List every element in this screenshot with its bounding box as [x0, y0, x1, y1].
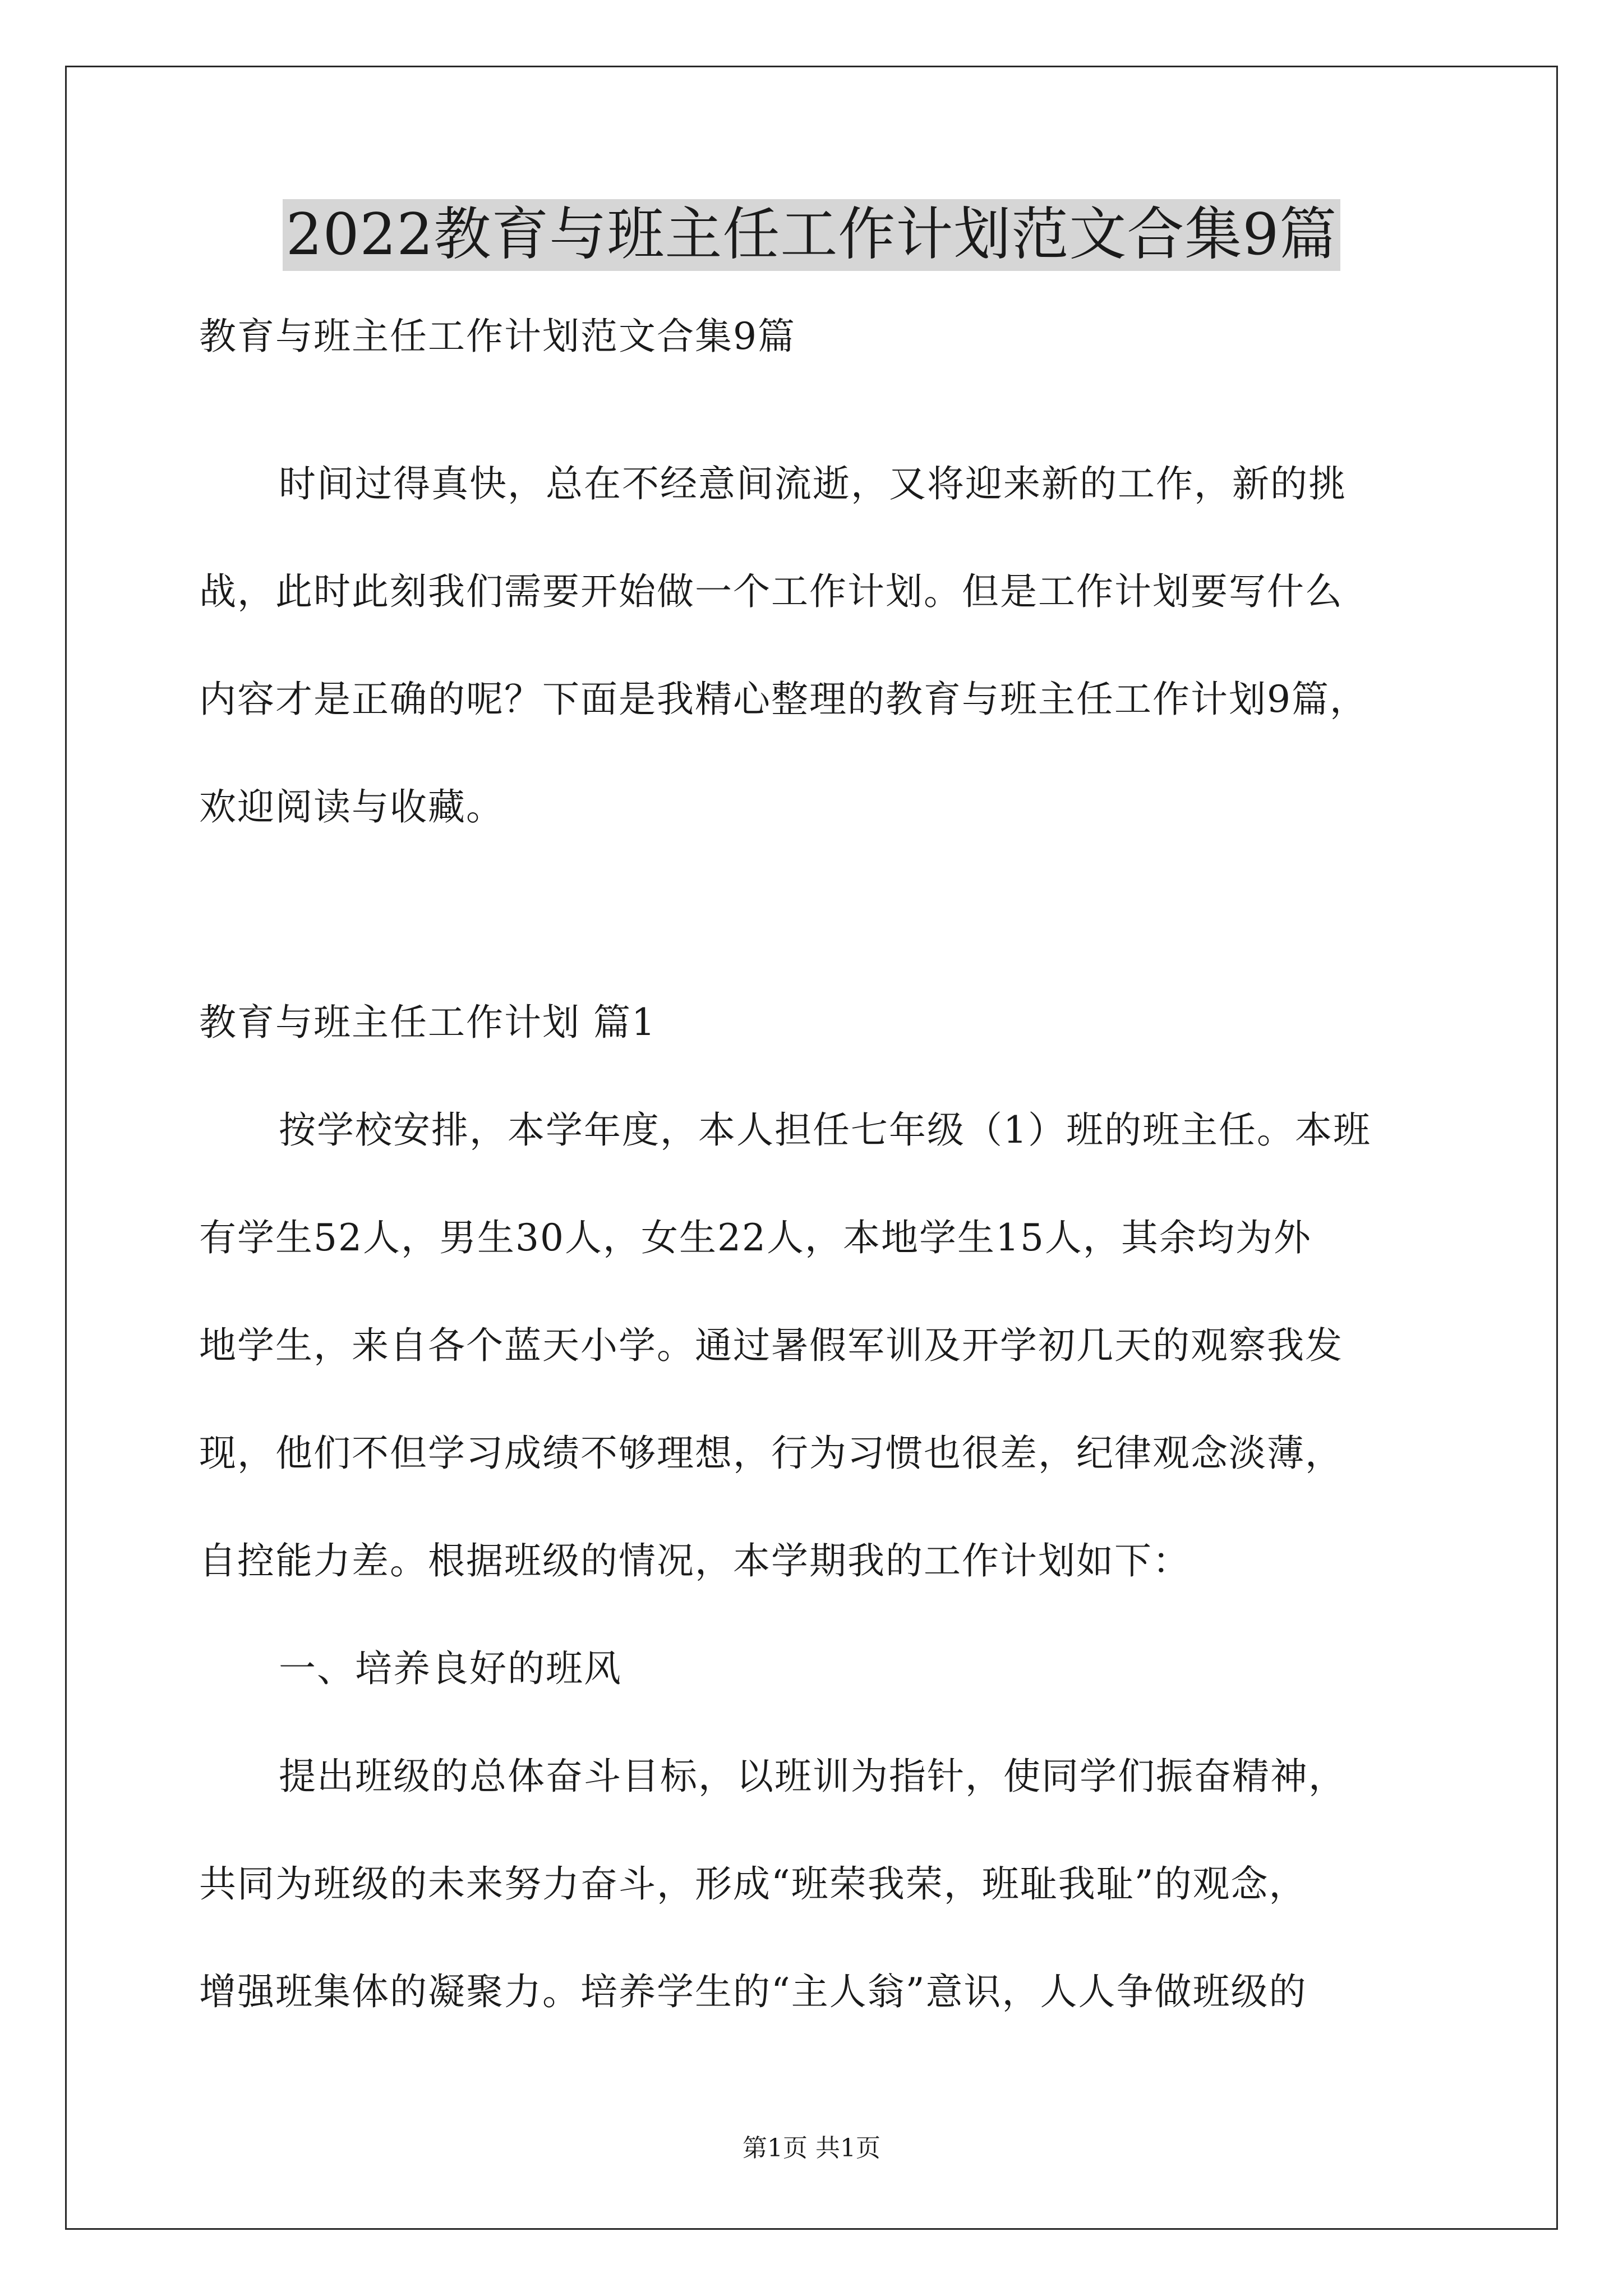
document-title: 2022教育与班主任工作计划范文合集9篇	[283, 199, 1340, 271]
section-line-3: 地学生，来自各个蓝天小学。通过暑假军训及开学初几天的观察我发	[199, 1324, 1343, 1367]
intro-line-1: 时间过得真快，总在不经意间流逝，又将迎来新的工作，新的挑	[279, 462, 1347, 505]
document-title-block	[0, 199, 1623, 271]
subheading: 一、培养良好的班风	[279, 1647, 622, 1690]
section-heading: 教育与班主任工作计划 篇1	[199, 1001, 656, 1044]
intro-line-2: 战，此时此刻我们需要开始做一个工作计划。但是工作计划要写什么	[199, 570, 1343, 613]
intro-line-3: 内容才是正确的呢？下面是我精心整理的教育与班主任工作计划9篇，	[199, 678, 1368, 721]
page-footer: 第1页 共1页	[743, 2134, 880, 2162]
intro-line-4: 欢迎阅读与收藏。	[199, 785, 504, 829]
section-line-1: 按学校安排，本学年度，本人担任七年级（1）班的班主任。本班	[279, 1108, 1371, 1152]
document-subtitle: 教育与班主任工作计划范文合集9篇	[199, 315, 796, 358]
section-line-5: 自控能力差。根据班级的情况，本学期我的工作计划如下：	[199, 1539, 1191, 1582]
body-line-2: 共同为班级的未来努力奋斗，形成“班荣我荣，班耻我耻”的观念，	[199, 1862, 1307, 1906]
body-line-1: 提出班级的总体奋斗目标，以班训为指针，使同学们振奋精神，	[279, 1755, 1347, 1798]
section-line-2: 有学生52人，男生30人，女生22人，本地学生15人，其余均为外	[199, 1216, 1312, 1259]
section-line-4: 现，他们不但学习成绩不够理想，行为习惯也很差，纪律观念淡薄，	[199, 1432, 1343, 1475]
body-line-3: 增强班集体的凝聚力。培养学生的“主人翁”意识，人人争做班级的	[199, 1970, 1307, 2013]
